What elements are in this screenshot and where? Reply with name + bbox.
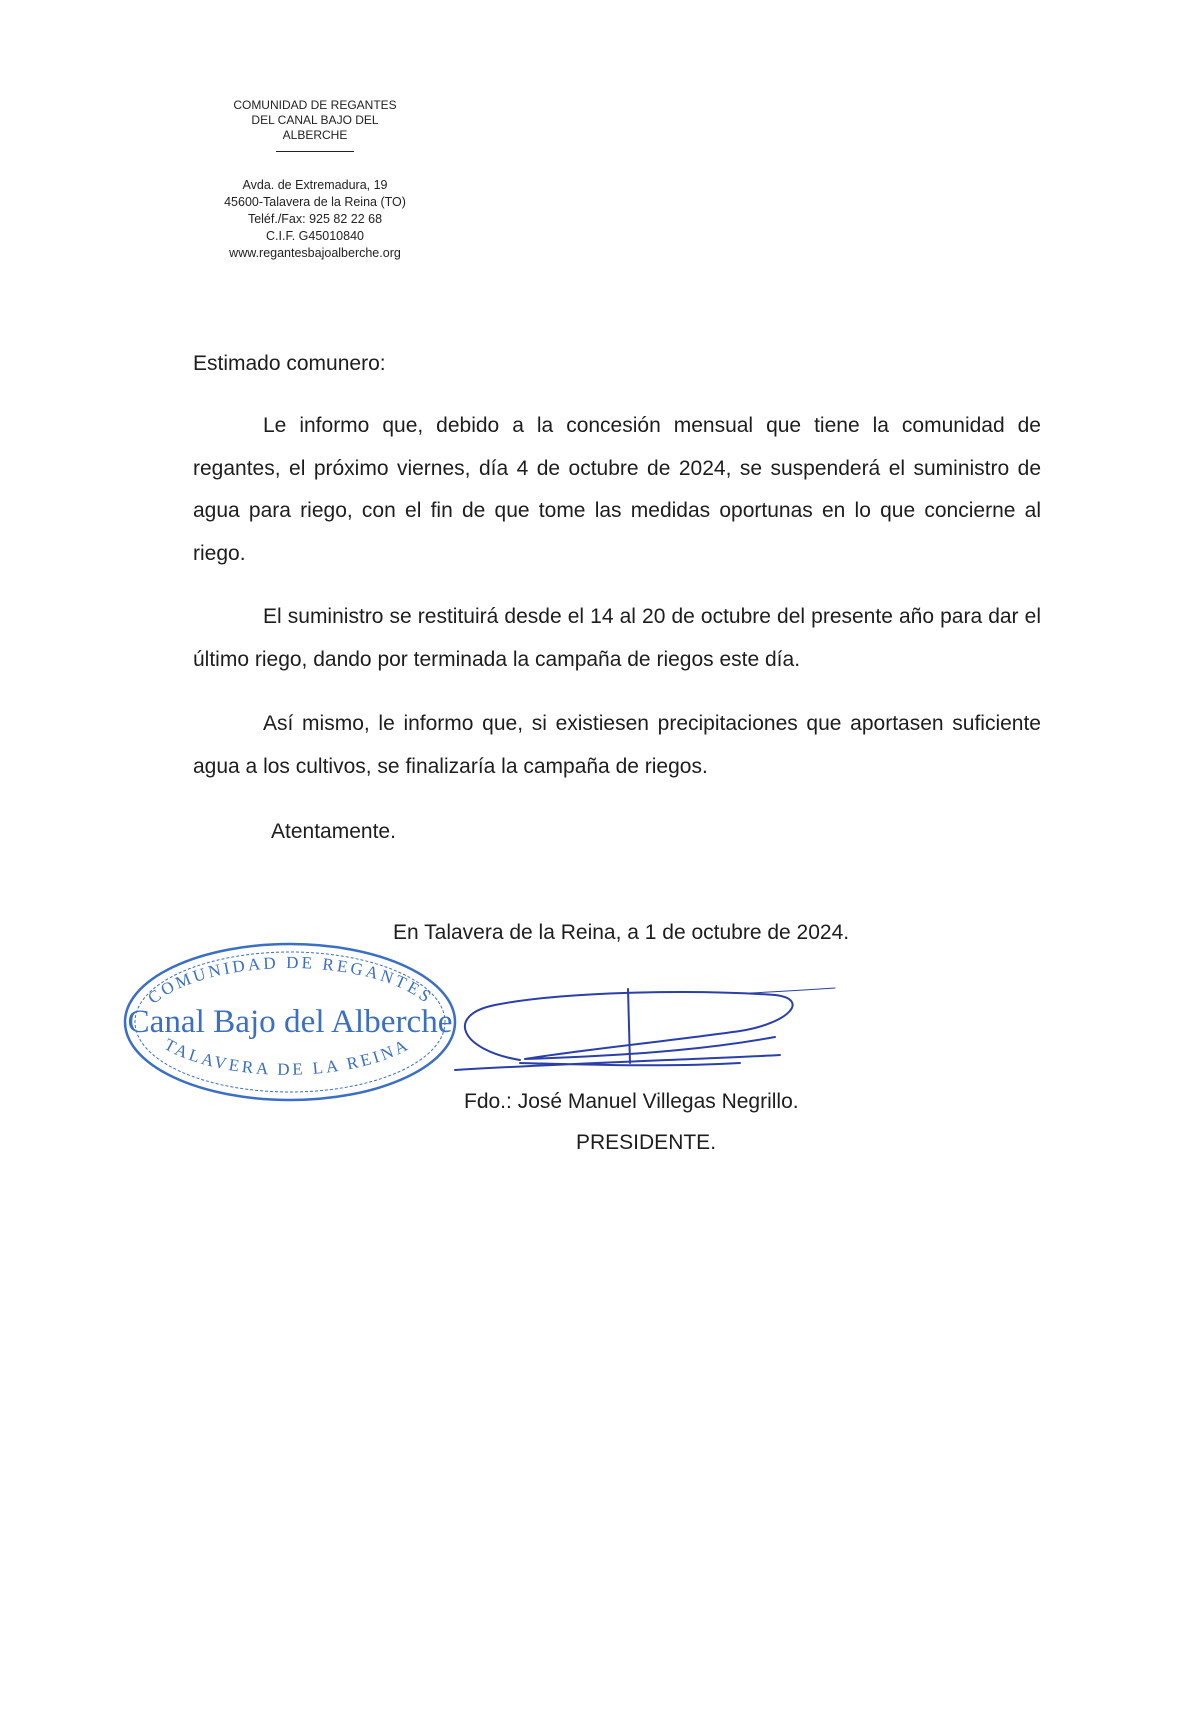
place-and-date: En Talavera de la Reina, a 1 de octubre de 2024. [393, 921, 850, 944]
stamp-bottom-text: TALAVERA DE LA REINA [161, 1034, 413, 1079]
letter-closing: Atentamente. [271, 820, 396, 843]
paragraph-2-text: El suministro se restituirá desde el 14 al 20 de octubre del presente año para dar el último riego, dando por terminada la campaña de riegos este día. [193, 605, 1041, 671]
letter-paragraph-1 [193, 405, 1041, 575]
org-name-line-3: ALBERCHE [282, 128, 348, 142]
letterhead-organization [195, 98, 435, 152]
letter-paragraph-2 [193, 596, 1041, 681]
address-phone: Teléf./Fax: 925 82 22 68 [247, 212, 383, 226]
signature-vertical-stroke [628, 989, 630, 1063]
address-city: 45600-Talavera de la Reina (TO) [224, 195, 406, 209]
stamp-center-text: Canal Bajo del Alberche [127, 1004, 453, 1040]
letterhead-divider [276, 151, 354, 152]
address-website: www.regantesbajoalberche.org [229, 246, 401, 260]
signer-title: PRESIDENTE. [576, 1131, 717, 1154]
signer-name: Fdo.: José Manuel Villegas Negrillo. [464, 1090, 799, 1113]
org-name-line-1: COMUNIDAD DE REGANTES [233, 98, 397, 112]
letter-greeting: Estimado comunero: [193, 352, 386, 375]
address-street: Avda. de Extremadura, 19 [242, 178, 388, 192]
org-name-line-2: DEL CANAL BAJO DEL [251, 113, 379, 127]
handwritten-signature [450, 975, 840, 1080]
address-cif: C.I.F. G45010840 [266, 229, 364, 243]
letterhead-address [180, 177, 450, 262]
paragraph-3-text: Así mismo, le informo que, si existiesen precipitaciones que aportasen suficiente agua a los cultivos, se finalizaría la campaña de riegos. [193, 712, 1041, 778]
paragraph-1-text: Le informo que, debido a la concesión mensual que tiene la comunidad de regantes, el próximo viernes, día 4 de octubre de 2024, se suspenderá el suministro de agua para riego, con el fin de que tome las medidas oportunas en lo que concierne al riego. [193, 414, 1041, 565]
stamp-top-text: COMUNIDAD DE REGANTES [144, 953, 437, 1008]
signature-tail [750, 988, 835, 993]
letter-paragraph-3 [193, 703, 1041, 788]
organization-stamp [118, 935, 463, 1110]
